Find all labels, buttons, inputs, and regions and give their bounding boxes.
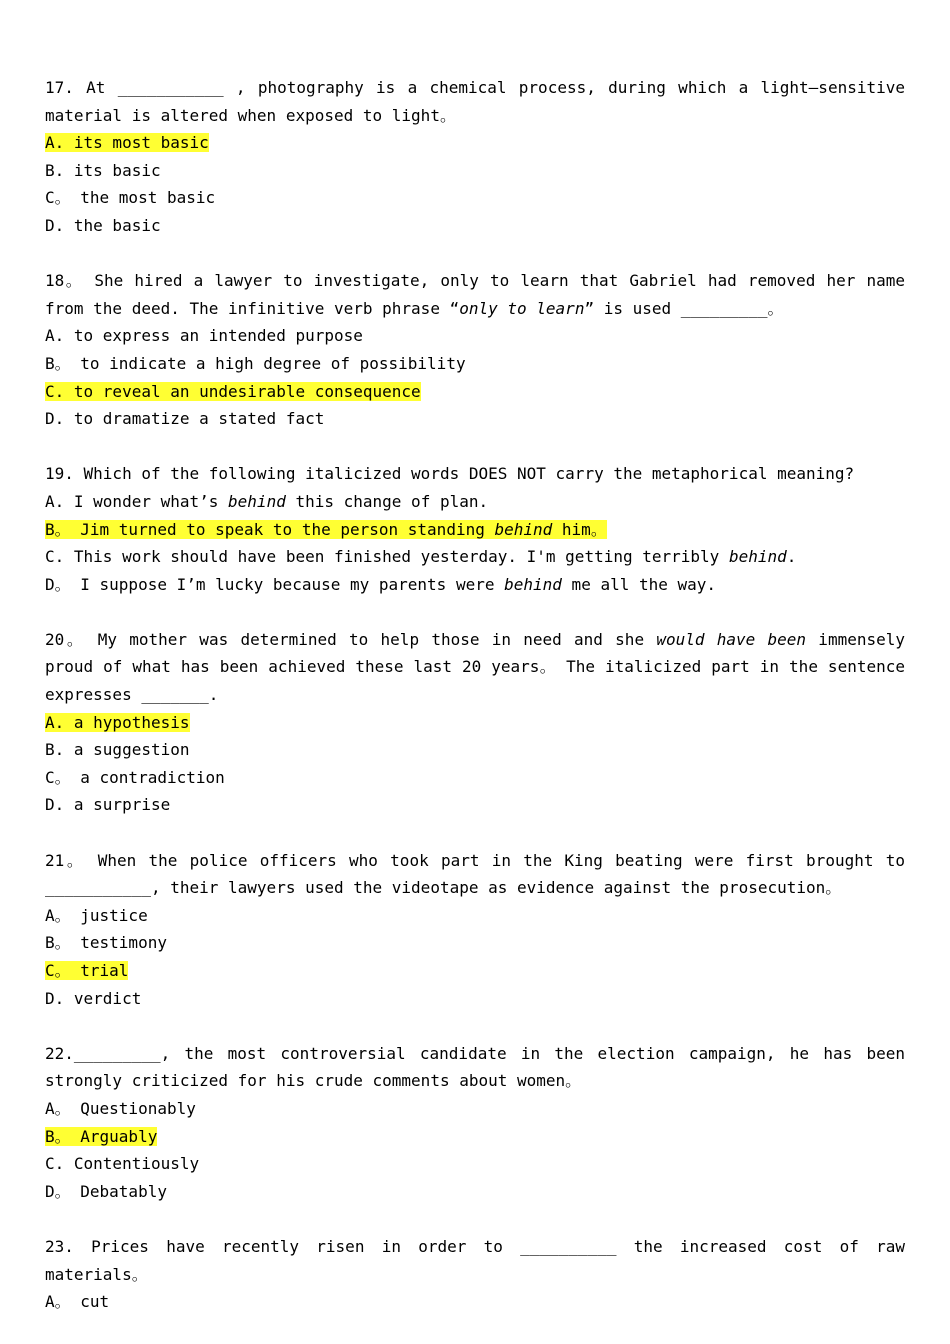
question-21 [45, 847, 905, 1013]
option-c [45, 957, 905, 985]
italic-word: behind [504, 574, 562, 594]
option-c: C。 a contradiction [45, 767, 225, 787]
question-stem: 22._________, the most controversial candidate in the election campaign, he has been strongly criticized for his crude comments about women。 [45, 1043, 905, 1091]
question-17 [45, 74, 905, 240]
option-text: this change of plan. [285, 491, 489, 511]
answer-highlight: B。 Arguably [45, 1126, 158, 1146]
option-d: D. verdict [45, 988, 142, 1008]
option-a: A. to express an intended purpose [45, 326, 363, 346]
question-20 [45, 626, 905, 819]
option-text: . [786, 547, 797, 567]
answer-highlight: A. a hypothesis [45, 712, 190, 732]
question-stem: 19. Which of the following italicized words DOES NOT carry the metaphorical meaning? [45, 464, 855, 484]
italic-word: behind [228, 491, 286, 511]
option-b: B. a suggestion [45, 740, 190, 760]
italic-phrase: only to learn [459, 298, 585, 318]
option-a: A。 Questionably [45, 1098, 196, 1118]
question-23 [45, 1233, 905, 1316]
italic-phrase: would have been [656, 629, 807, 649]
question-19 [45, 460, 905, 598]
option-b [45, 1123, 905, 1151]
question-18 [45, 267, 905, 433]
option-text: C. This work should have been finished yesterday. I'm getting terribly [45, 547, 729, 567]
question-stem [45, 267, 905, 322]
option-c: C。 the most basic [45, 188, 216, 208]
question-stem: 21。 When the police officers who took part in the King beating were first brought to ___________, their lawyers used the videotape as evidence against the prosecution。 [45, 850, 905, 898]
answer-highlight: C。 trial [45, 961, 129, 980]
stem-text: 18。 She hired a lawyer to investigate, only to learn that Gabriel had removed her name from the deed. The infinitive verb phrase “ [45, 271, 905, 318]
answer-highlight: C. to reveal an undesirable consequence [45, 381, 421, 401]
option-b: B。 testimony [45, 933, 167, 953]
stem-text: ” is used _________。 [584, 298, 784, 318]
option-a [45, 488, 905, 516]
option-b: B. its basic [45, 160, 161, 180]
question-stem [45, 626, 905, 709]
exam-page [45, 74, 905, 1343]
option-c: C. Contentiously [45, 1154, 200, 1174]
answer-highlight: A. its most basic [45, 133, 209, 153]
option-a [45, 709, 905, 737]
option-a [45, 129, 905, 157]
stem-text: 20。 My mother was determined to help those in need and she [45, 629, 657, 649]
option-text: A. I wonder what’s [45, 491, 229, 511]
stem-text: immensely proud of what has been achieved these last 20 years。 The italicized part in the sentence expresses _______. [45, 629, 906, 705]
italic-word: behind [728, 547, 787, 567]
question-22 [45, 1040, 905, 1206]
option-text: him。 [552, 519, 607, 539]
italic-word: behind [494, 519, 553, 539]
answer-highlight [45, 520, 607, 539]
option-c [45, 543, 905, 571]
option-d: D. the basic [45, 215, 161, 235]
option-d [45, 571, 905, 599]
option-d: D. to dramatize a stated fact [45, 409, 325, 429]
option-d: D。 Debatably [45, 1181, 167, 1201]
question-stem: 17. At ___________ , photography is a chemical process, during which a light—sensitive material is altered when exposed to light。 [45, 78, 905, 125]
option-a: A。 justice [45, 905, 148, 925]
option-a: A。 cut [45, 1292, 110, 1312]
option-text: D。 I suppose I’m lucky because my parents were [45, 574, 505, 594]
option-text: B。 Jim turned to speak to the person standing [45, 519, 495, 539]
option-b: B。 to indicate a high degree of possibility [45, 353, 466, 373]
option-c [45, 378, 905, 406]
option-text: me all the way. [561, 574, 717, 594]
option-b [45, 516, 905, 544]
question-stem: 23. Prices have recently risen in order to __________ the increased cost of raw materials。 [45, 1236, 905, 1284]
option-d: D. a surprise [45, 795, 171, 815]
